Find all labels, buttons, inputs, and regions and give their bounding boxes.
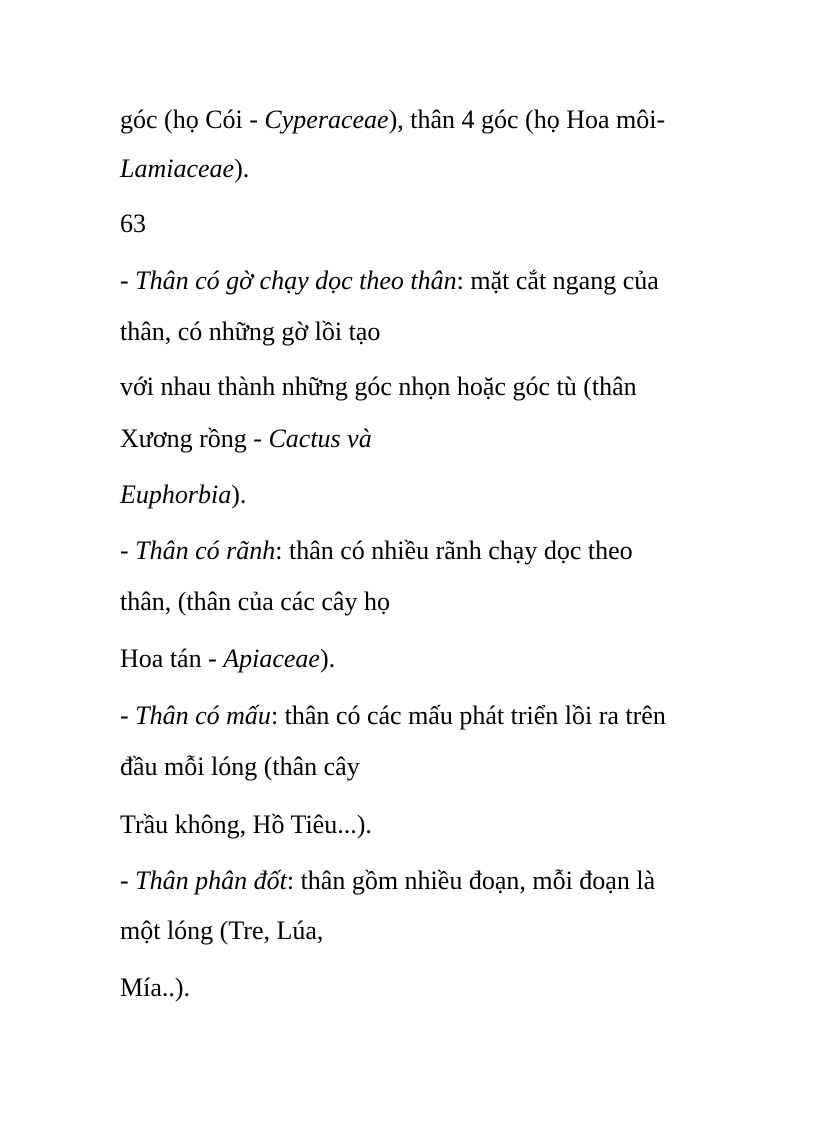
text-line: thân, (thân của các cây họ [120,587,390,616]
text-line: đầu mỗi lóng (thân cây [120,752,360,781]
text-line: một lóng (Tre, Lúa, [120,916,324,945]
text-line: Xương rồng - Cactus và [120,424,372,453]
text-line: với nhau thành những góc nhọn hoặc góc tù (thân [120,372,637,401]
text-line: - Thân có rãnh: thân có nhiều rãnh chạy dọc theo [120,536,633,565]
text-line: Lamiaceae). [120,154,250,183]
text-line: Trầu không, Hồ Tiêu...). [120,810,372,839]
page-number: 63 [120,209,146,238]
text-line: góc (họ Cói - Cyperaceae), thân 4 góc (họ Hoa môi- [120,105,666,134]
text-line: Euphorbia). [120,480,247,509]
text-line: Hoa tán - Apiaceae). [120,644,336,673]
text-line: Mía..). [120,973,191,1002]
text-line: - Thân có gờ chạy dọc theo thân: mặt cắt ngang của [120,266,659,295]
text-line: - Thân phân đốt: thân gồm nhiều đoạn, mỗi đoạn là [120,866,656,895]
text-line: thân, có những gờ lồi tạo [120,317,381,346]
text-line: - Thân có mấu: thân có các mấu phát triển lồi ra trên [120,701,666,730]
